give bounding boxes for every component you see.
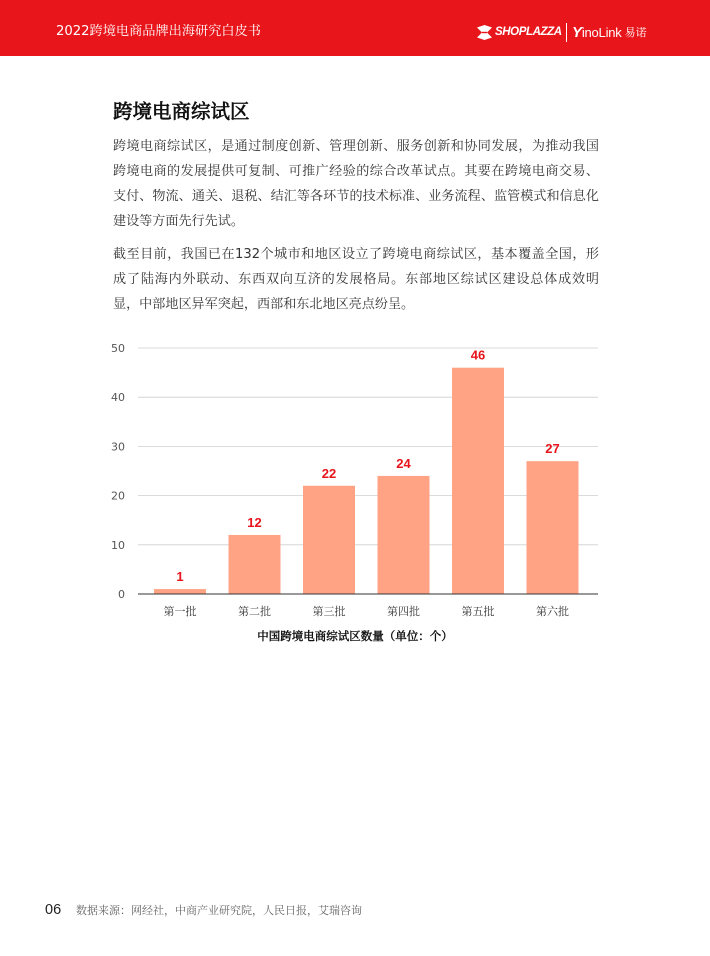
y-tick-label: 10 xyxy=(111,538,125,552)
paragraph-line: 显，中部地区异军突起，西部和东北地区亮点纷呈。 xyxy=(113,297,415,312)
paragraph xyxy=(113,242,599,317)
bar-batch-2 xyxy=(229,535,281,594)
bar-batch-1 xyxy=(154,589,206,594)
chart-bars xyxy=(154,348,579,618)
header-bar xyxy=(0,0,710,56)
report-title: 2022跨境电商品牌出海研究白皮书 xyxy=(56,24,261,39)
x-tick-label: 第四批 xyxy=(387,605,420,618)
chart-title: 中国跨境电商综试区数量（单位：个） xyxy=(257,629,453,643)
paragraph-line: 成了陆海内外联动、东西双向互济的发展格局。东部地区综试区建设总体成效明 xyxy=(113,272,599,287)
y-tick-label: 0 xyxy=(118,588,125,601)
bar-value-label: 46 xyxy=(470,347,486,363)
bar-value-label: 27 xyxy=(545,441,560,457)
paragraph xyxy=(113,134,599,234)
shoplazza-wordmark: SHOPLAZZA xyxy=(495,26,562,38)
bar-batch-6 xyxy=(527,461,579,594)
y-tick-label: 20 xyxy=(111,489,125,503)
paragraph-line: 支付、物流、通关、退税、结汇等各环节的技术标准、业务流程、监管模式和信息化 xyxy=(113,189,599,204)
x-tick-label: 第五批 xyxy=(461,605,495,618)
page-number: 06 xyxy=(45,902,62,918)
bar-batch-3 xyxy=(303,486,355,594)
y-tick-label: 50 xyxy=(111,342,125,355)
bar-value-label: 12 xyxy=(247,514,262,530)
yinolink-logo xyxy=(572,22,647,42)
section-heading: 跨境电商综试区 xyxy=(113,100,250,123)
yinolink-chinese-name: 易诺 xyxy=(624,26,647,39)
y-tick-label: 40 xyxy=(111,391,125,405)
paragraph-line: 截至目前，我国已在132个城市和地区设立了跨境电商综试区，基本覆盖全国，形 xyxy=(113,247,599,262)
x-tick-label: 第三批 xyxy=(312,605,346,618)
y-tick-label: 30 xyxy=(111,440,125,454)
paragraph-line: 跨境电商的发展提供可复制、可推广经验的综合改革试点。其要在跨境电商交易、 xyxy=(113,164,599,179)
bar-value-label: 24 xyxy=(396,455,411,471)
x-tick-label: 第六批 xyxy=(536,605,569,618)
x-tick-label: 第二批 xyxy=(238,605,271,618)
paragraph-line: 跨境电商综试区，是通过制度创新、管理创新、服务创新和协同发展，为推动我国 xyxy=(113,139,599,154)
paragraph-line: 建设等方面先行先试。 xyxy=(113,214,244,229)
x-tick-label: 第一批 xyxy=(163,605,197,618)
logo-divider xyxy=(566,23,567,42)
data-source-note: 数据来源：网经社，中商产业研究院，人民日报，艾瑞咨询 xyxy=(76,904,362,917)
shoplazza-logo-icon xyxy=(476,24,493,41)
bar-batch-5 xyxy=(452,368,504,594)
bar-batch-4 xyxy=(378,476,430,594)
yinolink-wordmark: YinoLink xyxy=(572,23,622,41)
body-text xyxy=(113,134,599,317)
bar-value-label: 1 xyxy=(176,569,184,585)
bar-value-label: 22 xyxy=(321,465,337,481)
shoplazza-logo xyxy=(476,22,562,42)
bar-chart xyxy=(0,330,710,660)
